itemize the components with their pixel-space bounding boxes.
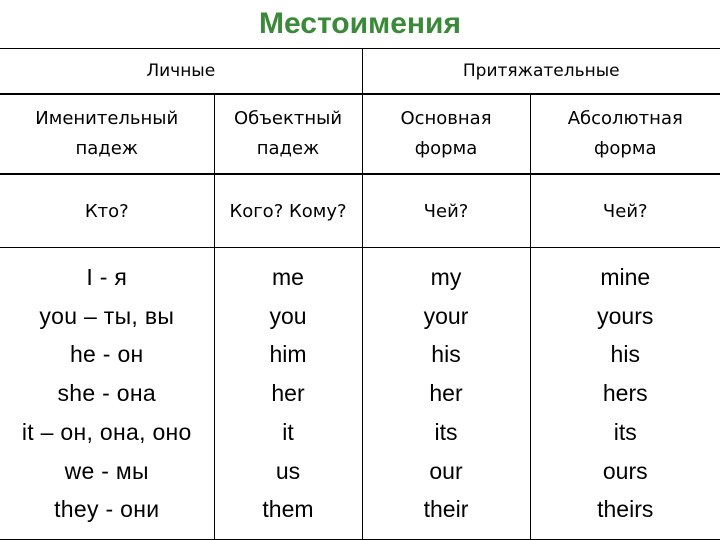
group-header-row bbox=[0, 49, 720, 95]
pronoun-item: me bbox=[272, 263, 304, 290]
case-absolute-line-2: форма bbox=[594, 138, 657, 159]
pronouns-table bbox=[0, 48, 720, 540]
basic-pronoun-list bbox=[362, 248, 530, 540]
pronoun-item: his bbox=[610, 341, 640, 368]
pronoun-item: it – он, она, оно bbox=[21, 418, 192, 445]
nominative-pronoun-list bbox=[0, 248, 214, 540]
pronoun-item: mine bbox=[600, 263, 651, 290]
question-absolute: Чей? bbox=[530, 174, 720, 248]
case-header-row bbox=[0, 94, 720, 174]
pronoun-item: us bbox=[275, 457, 301, 484]
pronoun-item: it bbox=[282, 418, 294, 445]
pronoun-item: ours bbox=[602, 457, 648, 484]
pronoun-item: its bbox=[434, 418, 458, 445]
case-objective-line-2: падеж bbox=[256, 138, 320, 159]
pronoun-item: theirs bbox=[597, 496, 654, 523]
pronoun-item: they - они bbox=[54, 496, 160, 523]
pronoun-item: I - я bbox=[86, 263, 128, 290]
pronoun-item: her bbox=[429, 380, 463, 407]
pronoun-item: yours bbox=[597, 302, 654, 329]
question-row bbox=[0, 174, 720, 248]
question-objective: Кого? Кому? bbox=[214, 174, 362, 248]
question-basic: Чей? bbox=[362, 174, 530, 248]
case-nominative-line-2: падеж bbox=[75, 138, 139, 159]
case-nominative-header bbox=[0, 94, 214, 174]
case-nominative-line-1: Именительный bbox=[35, 108, 179, 129]
pronoun-item: her bbox=[271, 380, 305, 407]
question-nominative: Кто? bbox=[0, 174, 214, 248]
pronoun-item: hers bbox=[602, 380, 648, 407]
pronoun-item: we - мы bbox=[64, 457, 149, 484]
pronoun-item: you bbox=[269, 302, 307, 329]
pronoun-item: he - он bbox=[69, 341, 144, 368]
case-basic-line-2: форма bbox=[414, 138, 478, 159]
group-personal-header: Личные bbox=[0, 49, 362, 95]
pronoun-item: she - она bbox=[57, 380, 156, 407]
pronoun-item: its bbox=[613, 418, 637, 445]
case-absolute-header bbox=[530, 94, 720, 174]
pronoun-item: you – ты, вы bbox=[39, 302, 175, 329]
pronoun-item: your bbox=[423, 302, 469, 329]
pronoun-item: him bbox=[269, 341, 307, 368]
page-title: Местоимения bbox=[259, 7, 461, 40]
group-possessive-header: Притяжательные bbox=[362, 49, 720, 95]
pronoun-item: them bbox=[262, 496, 314, 523]
pronoun-item: his bbox=[431, 341, 461, 368]
pronoun-row bbox=[0, 248, 720, 540]
pronoun-item: their bbox=[423, 496, 469, 523]
pronoun-item: my bbox=[430, 263, 462, 290]
case-absolute-line-1: Абсолютная bbox=[567, 108, 683, 129]
case-basic-line-1: Основная bbox=[400, 108, 492, 129]
objective-pronoun-list bbox=[214, 248, 362, 540]
case-basic-header bbox=[362, 94, 530, 174]
pronoun-item: our bbox=[429, 457, 463, 484]
case-objective-line-1: Объектный bbox=[233, 108, 343, 129]
case-objective-header bbox=[214, 94, 362, 174]
absolute-pronoun-list bbox=[530, 248, 720, 540]
